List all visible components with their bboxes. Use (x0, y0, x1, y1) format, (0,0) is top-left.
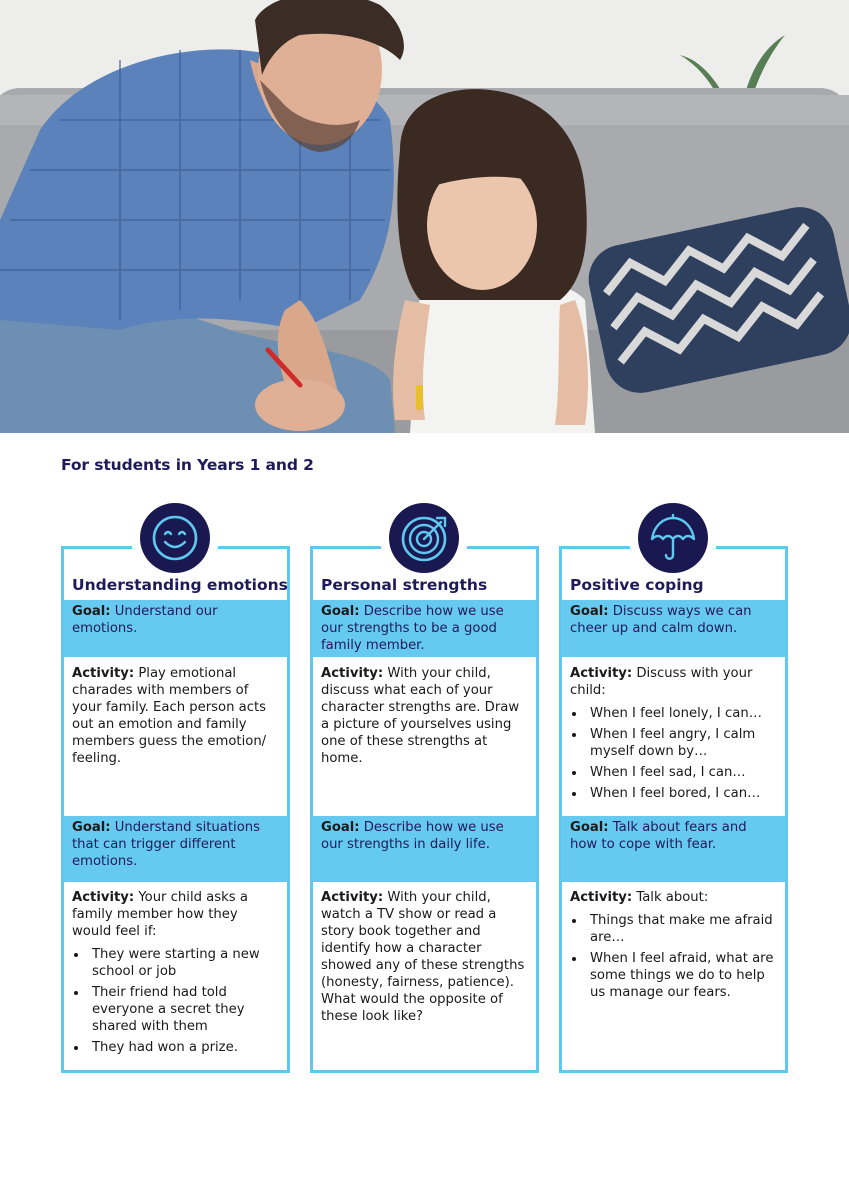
hero-photo-illustration (0, 0, 849, 433)
card-title: Positive coping (570, 576, 704, 594)
list-item: When I feel bored, I can… (570, 785, 777, 802)
card-understanding-emotions (61, 546, 290, 1073)
goal-band (313, 816, 536, 882)
goal-band (64, 816, 287, 882)
activity-text: Discuss with your child: (570, 666, 753, 698)
goal-label: Goal: (570, 820, 609, 835)
section-heading: For students in Years 1 and 2 (61, 456, 314, 474)
activity-label: Activity: (321, 890, 384, 905)
list-item: When I feel afraid, what are some things we do to help us manage our fears. (570, 950, 777, 1001)
goal-text: Talk about fears and how to cope with fear. (570, 820, 747, 852)
goal-label: Goal: (321, 820, 360, 835)
bullet-list (570, 912, 777, 1001)
hero-photo (0, 0, 849, 433)
list-item: Things that make me afraid are… (570, 912, 777, 946)
list-item: Their friend had told everyone a secret they shared with them (72, 984, 279, 1035)
activity-text: Play emotional charades with members of your family. Each person acts out an emotion and family members guess the emotion/ feeling. (72, 666, 267, 766)
list-item: When I feel lonely, I can… (570, 705, 777, 722)
goal-label: Goal: (321, 604, 360, 619)
goal-band (64, 600, 287, 657)
activity-block (313, 659, 536, 767)
goal-text: Describe how we use our strengths in daily life. (321, 820, 504, 852)
card-title: Understanding emotions (72, 576, 288, 594)
smiley-face-icon (140, 503, 210, 573)
activity-label: Activity: (321, 666, 384, 681)
activity-label: Activity: (570, 666, 633, 681)
goal-label: Goal: (570, 604, 609, 619)
activity-block (313, 883, 536, 1025)
activity-block (562, 883, 785, 1005)
bullet-list (72, 946, 279, 1056)
activity-text: Your child asks a family member how they would feel if: (72, 890, 248, 939)
goal-band (313, 600, 536, 657)
goal-text: Understand situations that can trigger different emotions. (72, 820, 261, 869)
activity-block (562, 659, 785, 806)
card-title: Personal strengths (321, 576, 488, 594)
activity-label: Activity: (72, 666, 135, 681)
goal-band (562, 600, 785, 657)
activity-text: With your child, watch a TV show or read a story book together and identify how a character showed any of these strengths (honesty, fairness, patience). What would the opposite of these look like? (321, 890, 525, 1024)
goal-text: Understand our emotions. (72, 604, 218, 636)
goal-label: Goal: (72, 820, 111, 835)
activity-block (64, 659, 287, 767)
activity-text: Talk about: (632, 890, 709, 905)
umbrella-icon (638, 503, 708, 573)
goal-text: Describe how we use our strengths to be a good family member. (321, 604, 504, 653)
activity-block (64, 883, 287, 1060)
activity-text: With your child, discuss what each of your character strengths are. Draw a picture of yourselves using one of these strengths at home. (321, 666, 520, 766)
list-item: They had won a prize. (72, 1039, 279, 1056)
activity-label: Activity: (570, 890, 633, 905)
target-icon (389, 503, 459, 573)
card-positive-coping (559, 546, 788, 1073)
goal-text: Discuss ways we can cheer up and calm down. (570, 604, 752, 636)
bullet-list (570, 705, 777, 802)
activity-label: Activity: (72, 890, 135, 905)
goal-label: Goal: (72, 604, 111, 619)
card-personal-strengths (310, 546, 539, 1073)
list-item: They were starting a new school or job (72, 946, 279, 980)
list-item: When I feel angry, I calm myself down by… (570, 726, 777, 760)
goal-band (562, 816, 785, 882)
list-item: When I feel sad, I can… (570, 764, 777, 781)
